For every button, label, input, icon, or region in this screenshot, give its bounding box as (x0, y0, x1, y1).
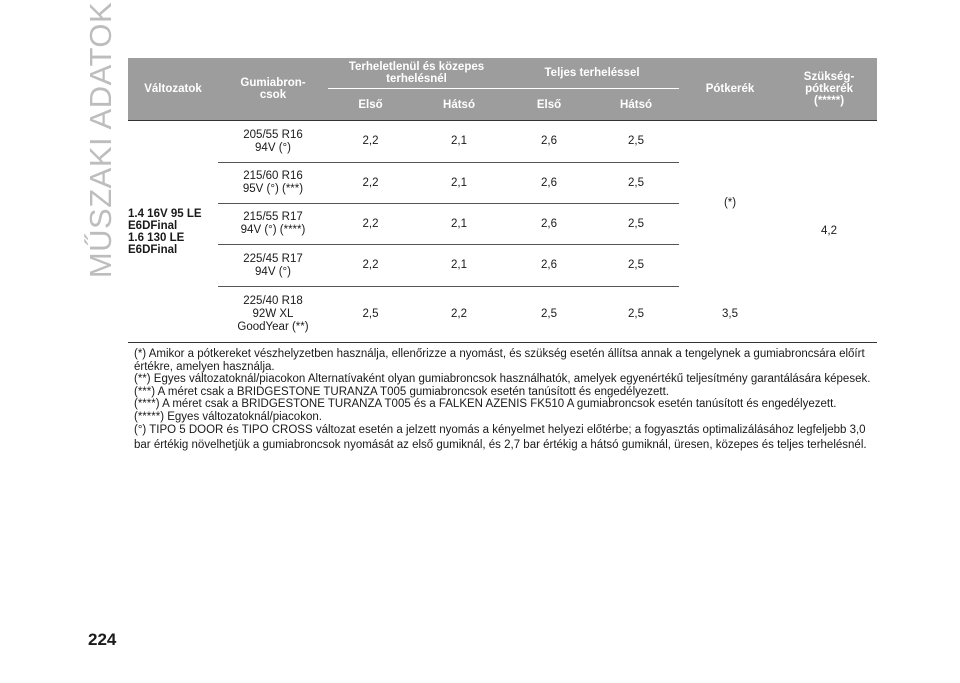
pressure-cell: 2,1 (413, 121, 505, 163)
header-full-load: Teljes terheléssel (505, 58, 679, 89)
spare-group-value: (*) (679, 121, 781, 287)
footnotes (134, 348, 884, 453)
header-unladen: Terheletlenül és közepes terhelésnél (328, 58, 505, 89)
model-cell: 1.4 16V 95 LE E6DFinal 1.6 130 LE E6DFinal (128, 121, 218, 343)
pressure-cell: 2,2 (413, 287, 505, 343)
pressure-cell: 2,1 (413, 163, 505, 204)
page-number: 224 (88, 630, 117, 649)
header-full-front: Első (505, 89, 593, 121)
table-row (128, 287, 877, 343)
tyre-size-cell: 215/55 R17 94V (°) (****) (218, 204, 328, 245)
footnote: (*****) Egyes változatoknál/piacokon. (134, 410, 322, 423)
tyre-pressure-table (128, 58, 877, 343)
pressure-cell: 2,6 (505, 121, 593, 163)
section-side-title (83, 1, 118, 279)
pressure-cell: 2,2 (328, 245, 413, 287)
pressure-cell: 2,5 (593, 245, 679, 287)
pressure-cell: 2,5 (505, 287, 593, 343)
tyre-size-cell: 225/40 R18 92W XL GoodYear (**) (218, 287, 328, 343)
header-unladen-rear: Hátsó (413, 89, 505, 121)
spare-last-value: 3,5 (679, 287, 781, 343)
pressure-cell: 2,2 (328, 121, 413, 163)
footnote: (**) Egyes változatoknál/piacokon Alternatívaként olyan gumiabroncsok használhatók, amelyek egyenértékű teljesítmény garantálására képesek. (134, 373, 871, 385)
footnote: (***) A méret csak a BRIDGESTONE TURANZA T005 gumiabroncsok esetén tanúsított és engedélyezett. (134, 385, 670, 398)
tyre-size-cell: 225/45 R17 94V (°) (218, 245, 328, 287)
emergency-spare-value: 4,2 (781, 121, 877, 343)
footnote: (°) TIPO 5 DOOR és TIPO CROSS változat esetén a jelzett nyomás a kényelmet helyezi előtérbe; a fogyasztás optimalizálásához legfeljebb 3,0 bar értékig növelhetjük a gumiabroncsok nyomását az első gumiknál, és 2,7 bar értékig a hátsó gumiknál, üresen, közepes és teljes terhelésnél. (134, 424, 867, 451)
pressure-cell: 2,5 (593, 163, 679, 204)
pressure-cell: 2,2 (328, 204, 413, 245)
footnote: (*) Amikor a pótkereket vészhelyzetben használja, ellenőrizze a nyomást, és szükség esetén állítsa annak a tengelynek a gumiabroncsára előírt értékre, amelyen használja. (134, 348, 865, 373)
pressure-cell: 2,5 (328, 287, 413, 343)
tyre-size-cell: 205/55 R16 94V (°) (218, 121, 328, 163)
pressure-cell: 2,2 (328, 163, 413, 204)
pressure-cell: 2,6 (505, 163, 593, 204)
header-spare: Pótkerék (679, 58, 781, 121)
tyre-size-cell: 215/60 R16 95V (°) (***) (218, 163, 328, 204)
pressure-cell: 2,1 (413, 245, 505, 287)
header-full-rear: Hátsó (593, 89, 679, 121)
pressure-cell: 2,1 (413, 204, 505, 245)
table-row (128, 121, 877, 163)
pressure-cell: 2,6 (505, 204, 593, 245)
header-emergency-spare: Szükség- pótkerék (*****) (781, 58, 877, 121)
header-tyres: Gumiabron- csok (218, 58, 328, 121)
header-variants: Változatok (128, 58, 218, 121)
section-side-title-text: MŰSZAKI ADATOK (83, 1, 118, 279)
header-unladen-front: Első (328, 89, 413, 121)
pressure-cell: 2,6 (505, 245, 593, 287)
footnote: (****) A méret csak a BRIDGESTONE TURANZA T005 és a FALKEN AZENIS FK510 A gumiabroncsok esetén tanúsított és engedélyezett. (134, 398, 837, 410)
pressure-cell: 2,5 (593, 287, 679, 343)
pressure-cell: 2,5 (593, 121, 679, 163)
pressure-cell: 2,5 (593, 204, 679, 245)
